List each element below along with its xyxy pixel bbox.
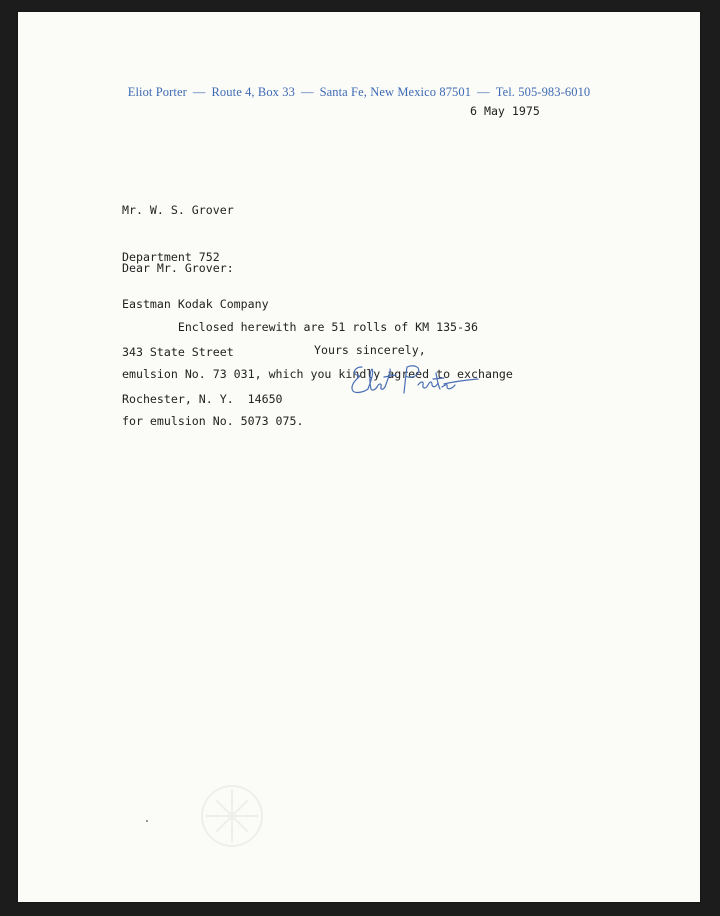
letterhead-city: Santa Fe, New Mexico 87501 (319, 85, 472, 99)
handwritten-signature (344, 359, 484, 401)
letterhead-separator: — (477, 85, 490, 99)
letter-page (18, 12, 700, 902)
address-line: Department 752 (122, 249, 220, 264)
letter-date: 6 May 1975 (470, 104, 540, 118)
letterhead-separator: — (192, 85, 206, 99)
body-line: for emulsion No. 5073 075. (122, 414, 304, 429)
salutation: Dear Mr. Grover: (122, 261, 234, 275)
address-line: Mr. W. S. Grover (122, 202, 234, 217)
letterhead-phone: Tel. 505-983-6010 (495, 85, 591, 99)
letterhead-address: Route 4, Box 33 (211, 85, 295, 99)
address-line: Eastman Kodak Company (122, 297, 269, 312)
paper-speck (146, 820, 148, 822)
address-line: Rochester, N. Y. 14650 (122, 392, 283, 407)
closing: Yours sincerely, (314, 343, 426, 357)
letterhead-separator: — (300, 85, 314, 99)
body-line: Enclosed herewith are 51 rolls of KM 135-36 (122, 319, 478, 334)
address-line: 343 State Street (122, 344, 234, 359)
watermark-emblem (196, 780, 268, 852)
letterhead-name: Eliot Porter (127, 85, 187, 99)
body-line: emulsion No. 73 031, which you kindly agreed to exchange (122, 366, 513, 381)
letterhead (18, 85, 700, 100)
